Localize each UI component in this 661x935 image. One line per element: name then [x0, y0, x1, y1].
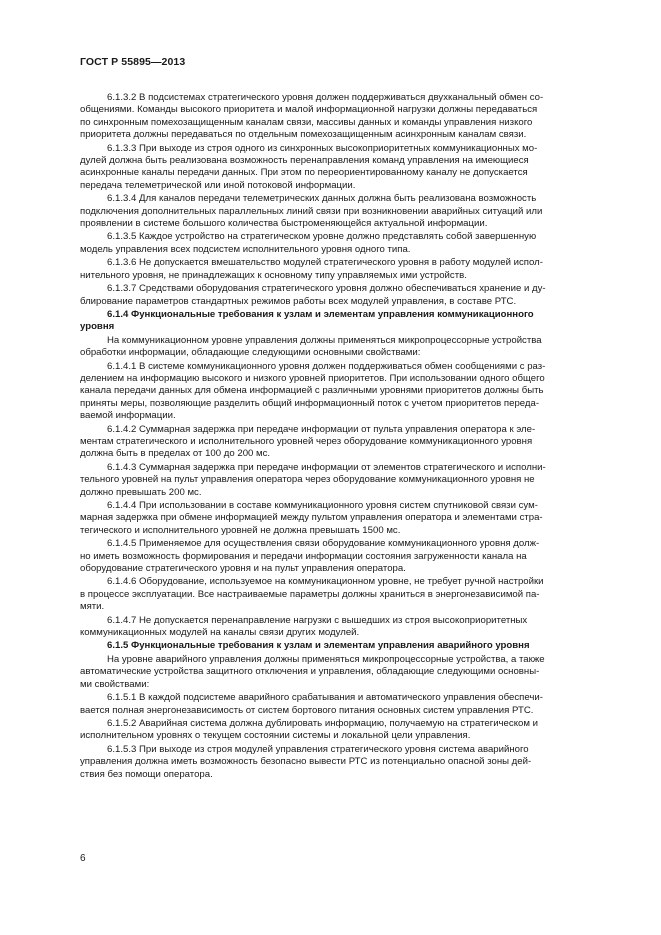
paragraph-6-1-4-2: 6.1.4.2 Суммарная задержка при передаче информации от пульта управления оператора к эле- ментам стратегического и исполнительного уровней через оборудование коммуникационного уровня должна быть в пределах от 100 до 200 мс.: [80, 423, 536, 460]
paragraph-6-1-3-2: 6.1.3.2 В подсистемах стратегического уровня должен поддерживаться двухканальный обмен со- общениями. Команды высокого приоритета и малой информационной нагрузки должны передаваться по синхронным помехозащищенным каналам связи, массивы данных и команды управления низкого приоритета должны передаваться по отдельным помехозащищенным асинхронным каналам связи.: [80, 92, 544, 141]
paragraph-6-1-4-4: 6.1.4.4 При использовании в составе коммуникационного уровня систем спутниковой связи сум- марная задержка при обмене информацией между пультом управления оператора и элементами стра- тегического и исполнительного уровней не должна превышать 1500 мс.: [80, 500, 543, 536]
section-heading-6-1-4: 6.1.4 Функциональные требования к узлам и элементам управления коммуникационного уровня: [80, 308, 534, 333]
paragraph-6-1-4-intro: На коммуникационном уровне управления должны применяться микропроцессорные устройства обработки информации, обладающие следующими основными свойствами:: [80, 334, 542, 359]
paragraph-6-1-3-3: 6.1.3.3 При выходе из строя одного из синхронных высокоприоритетных коммуникационных мо- дулей должна быть реализована возможность перенаправления команд управления на имеющиеся асинхронные каналы передачи данных. При этом по переориентированному каналу не допускается передача телеметрической или иной потоковой информации.: [80, 142, 538, 191]
paragraph-6-1-4-5: 6.1.4.5 Применяемое для осуществления связи оборудование коммуникационного уровня долж- но иметь возможность формирования и передачи информации состояния загруженности канала на оборудование стратегического уровня и на пульт управления оператора.: [80, 538, 540, 575]
paragraph-6-1-5-2: 6.1.5.2 Аварийная система должна дублировать информацию, получаемую на стратегическом и исполнительном уровнях о текущем состоянии системы и локальной цели управления.: [80, 717, 538, 742]
page-number: 6: [80, 853, 86, 864]
paragraph-6-1-3-4: 6.1.3.4 Для каналов передачи телеметрических данных должна быть реализована возможность подключения дополнительных параллельных линий связи при возникновении аварийных ситуаций или проявлении в системе большого количества быстроменяющейся актуальной информации.: [80, 193, 543, 230]
paragraph-6-1-5-3: 6.1.5.3 При выходе из строя модулей управления стратегического уровня система аварийного управления должна иметь возможность безопасно вывести РТС из потенциально опасной зоны дей- ствия без помощи оператора.: [80, 743, 532, 780]
paragraph-6-1-4-7: 6.1.4.7 Не допускается перенаправление нагрузки с вышедших из строя высокоприоритетных коммуникационных модулей на каналы связи других модулей.: [80, 614, 528, 639]
paragraph-6-1-4-1: 6.1.4.1 В системе коммуникационного уровня должен поддерживаться обмен сообщениями с раз- делением на информацию высокого и низкого уровней приоритетов. При использовании одного общего канала передачи данных для обмена информацией с различными уровнями приоритетов должны быть приняты меры, позволяющие разделить общий информационный поток с учетом приоритетов переда- ваемой информации.: [80, 360, 546, 422]
paragraph-6-1-5-1: 6.1.5.1 В каждой подсистеме аварийного срабатывания и автоматического управления обеспечи- вается полная энергонезависимость от систем бортового питания основных систем управления РТС.: [80, 692, 543, 716]
paragraph-6-1-4-3: 6.1.4.3 Суммарная задержка при передаче информации от элементов стратегического и исполни- тельного уровней на пульт управления оператора через оборудование коммуникационного уровня не должно превышать 200 мс.: [80, 461, 546, 498]
section-heading-6-1-5: 6.1.5 Функциональные требования к узлам и элементам управления аварийного уровня: [107, 640, 530, 652]
paragraph-6-1-4-6: 6.1.4.6 Оборудование, используемое на коммуникационном уровне, не требует ручной настройки в процессе эксплуатации. Все настраиваемые параметры должны храниться в энергонезависимой па- мяти.: [80, 576, 544, 613]
paragraph-6-1-3-6: 6.1.3.6 Не допускается вмешательство модулей стратегического уровня в работу модулей испол- нительного уровня, не принадлежащих к основному типу управляемых ими устройств.: [80, 257, 543, 281]
paragraph-6-1-3-5: 6.1.3.5 Каждое устройство на стратегическом уровне должно представлять собой завершенную модель управления всех подсистем исполнительного уровня одного типа.: [80, 231, 537, 255]
document-body: [80, 92, 613, 782]
paragraph-6-1-5-intro: На уровне аварийного управления должны применяться микропроцессорные устройства, а также автоматические устройства защитного отключения и управления, обладающие следующими основны- ми свойствами:: [80, 653, 545, 690]
paragraph-6-1-3-7: 6.1.3.7 Средствами оборудования стратегического уровня должно обеспечиваться хранение и ду- блирование параметров стандартных режимов работы всех модулей управления, в составе РТС.: [80, 283, 546, 307]
document-header: ГОСТ Р 55895—2013: [80, 56, 186, 68]
